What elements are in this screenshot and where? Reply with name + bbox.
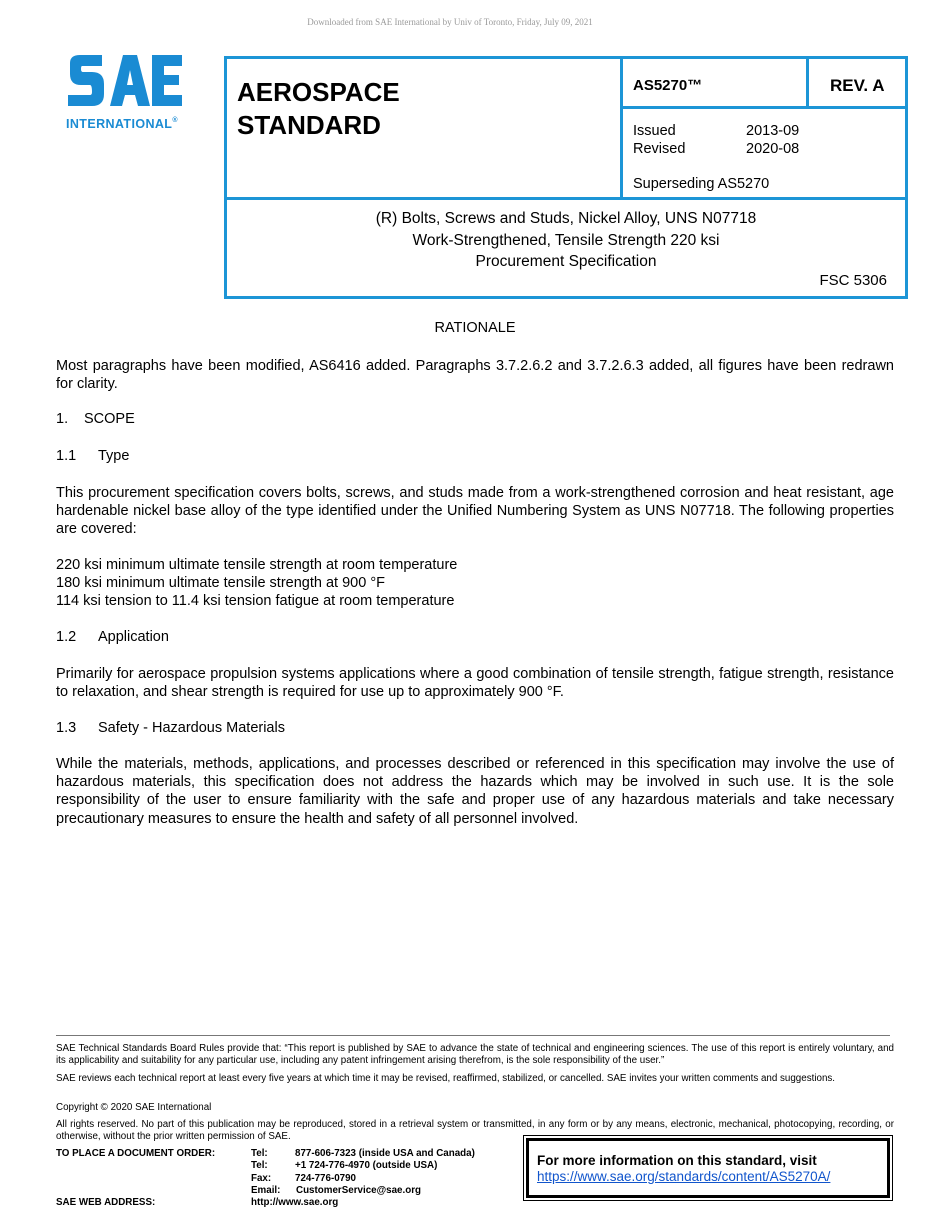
order-label: TO PLACE A DOCUMENT ORDER: [56, 1148, 216, 1159]
rationale-text: Most paragraphs have been modified, AS6416 added. Paragraphs 3.7.2.6.2 and 3.7.2.6.3 added, all figures have been redrawn for clarity. [56, 358, 894, 393]
web-label: SAE WEB ADDRESS: [56, 1197, 156, 1208]
revised-row [633, 140, 800, 158]
section-heading-scope [56, 410, 894, 428]
footer-review: SAE reviews each technical report at least every five years at which time it may be revised, reaffirmed, stabilized, or cancelled. SAE invites your written comments and suggestions. [56, 1073, 836, 1084]
fsc-code: FSC 5306 [819, 272, 887, 289]
more-info-text: For more information on this standard, visit [537, 1153, 817, 1168]
revision-label: REV. A [830, 76, 885, 95]
footer-divider [56, 1035, 890, 1036]
footer-rights: All rights reserved. No part of this publication may be reproduced, stored in a retrieval system or transmitted, in any form or by any means, electronic, mechanical, photocopying, recording, or otherwise, without the prior written permission of SAE. [56, 1119, 894, 1143]
footer-rules: SAE Technical Standards Board Rules provide that: “This report is published by SAE to advance the state of technical and engineering sciences. The use of this report is entirely voluntary, and its applicability and suitability for any particular use, including any patent infringement arising therefrom, is the sole responsibility of the user.” [56, 1043, 894, 1067]
section-heading-type [56, 447, 894, 465]
section-title: Safety - Hazardous Materials [98, 720, 285, 736]
section-number: 1.2 [56, 629, 77, 645]
header-divider [620, 56, 623, 200]
issued-date: 2013-09 [746, 123, 800, 139]
safety-paragraph: While the materials, methods, applications, and processes described or referenced in this specification may involve the use of hazardous materials, this specification does not address the hazards which may be involved in such use. It is the sole responsibility of the user to ensure familiarity with the safe and proper use of any hazardous materials and take necessary precautionary measures to ensure the health and safety of all personnel involved. [56, 756, 894, 827]
rationale-heading: RATIONALE [434, 320, 516, 336]
section-number: 1.1 [56, 448, 77, 464]
download-watermark: Downloaded from SAE International by Univ of Toronto, Friday, July 09, 2021 [307, 17, 593, 27]
issue-dates [633, 122, 800, 158]
section-number: 1. [56, 411, 69, 427]
header-divider [620, 106, 908, 109]
section-heading-safety [56, 719, 894, 737]
email-link[interactable]: CustomerService@sae.org [296, 1184, 421, 1196]
section-title: Type [98, 448, 130, 464]
header-divider [224, 197, 908, 200]
document-number: AS5270™ [633, 77, 703, 94]
section-heading-application [56, 628, 894, 646]
web-address-link[interactable]: http://www.sae.org [251, 1197, 339, 1208]
standard-url-link[interactable]: https://www.sae.org/standards/content/AS5270A/ [537, 1169, 831, 1184]
type-paragraph: This procurement specification covers bolts, screws, and studs made from a work-strengthened corrosion and heat resistant, age hardenable nickel base alloy of the type identified under the Unified Numbering System as UNS N07718. The following properties are covered: [56, 485, 894, 538]
tel-label: Tel: [251, 1148, 268, 1159]
more-info-box [526, 1138, 890, 1198]
property-item: 220 ksi minimum ultimate tensile strength at room temperature [56, 557, 458, 573]
document-type [237, 76, 400, 142]
issued-row [633, 122, 800, 140]
header-divider [806, 56, 809, 109]
application-paragraph: Primarily for aerospace propulsion systems applications where a good combination of tensile strength, fatigue strength, resistance to relaxation, and shear strength is required for use up to approximately 900 °F. [56, 666, 894, 701]
document-type-line: STANDARD [237, 110, 381, 140]
property-item: 114 ksi tension to 11.4 ksi tension fatigue at room temperature [56, 593, 455, 610]
contact-values [295, 1148, 475, 1197]
email-label: Email: [251, 1184, 281, 1196]
issued-label: Issued [633, 123, 676, 139]
section-number: 1.3 [56, 720, 77, 736]
tel-value: +1 724-776-4970 (outside USA) [295, 1160, 438, 1172]
title-line: (R) Bolts, Screws and Studs, Nickel Alloy, UNS N07718 [375, 210, 757, 227]
footer-copyright: Copyright © 2020 SAE International [56, 1102, 212, 1113]
contact-labels [251, 1148, 280, 1197]
section-title: Application [98, 629, 169, 645]
document-title [226, 208, 906, 273]
fax-value: 724-776-0790 [295, 1172, 357, 1184]
properties-list [56, 556, 894, 611]
logo-subtitle-text: INTERNATIONAL [66, 117, 173, 131]
tel-value: 877-606-7323 (inside USA and Canada) [295, 1148, 475, 1159]
tel-label: Tel: [251, 1160, 268, 1172]
superseding-note: Superseding AS5270 [633, 176, 770, 192]
revised-label: Revised [633, 141, 686, 157]
document-type-line: AEROSPACE [237, 77, 400, 107]
revised-date: 2020-08 [746, 141, 800, 157]
title-line: Procurement Specification [475, 253, 657, 270]
property-item: 180 ksi minimum ultimate tensile strength at 900 °F [56, 575, 385, 592]
title-line: Work-Strengthened, Tensile Strength 220 ksi [412, 231, 720, 249]
logo-subtitle: INTERNATIONAL® [66, 117, 178, 131]
fax-label: Fax: [251, 1172, 272, 1184]
section-title: SCOPE [84, 411, 135, 427]
